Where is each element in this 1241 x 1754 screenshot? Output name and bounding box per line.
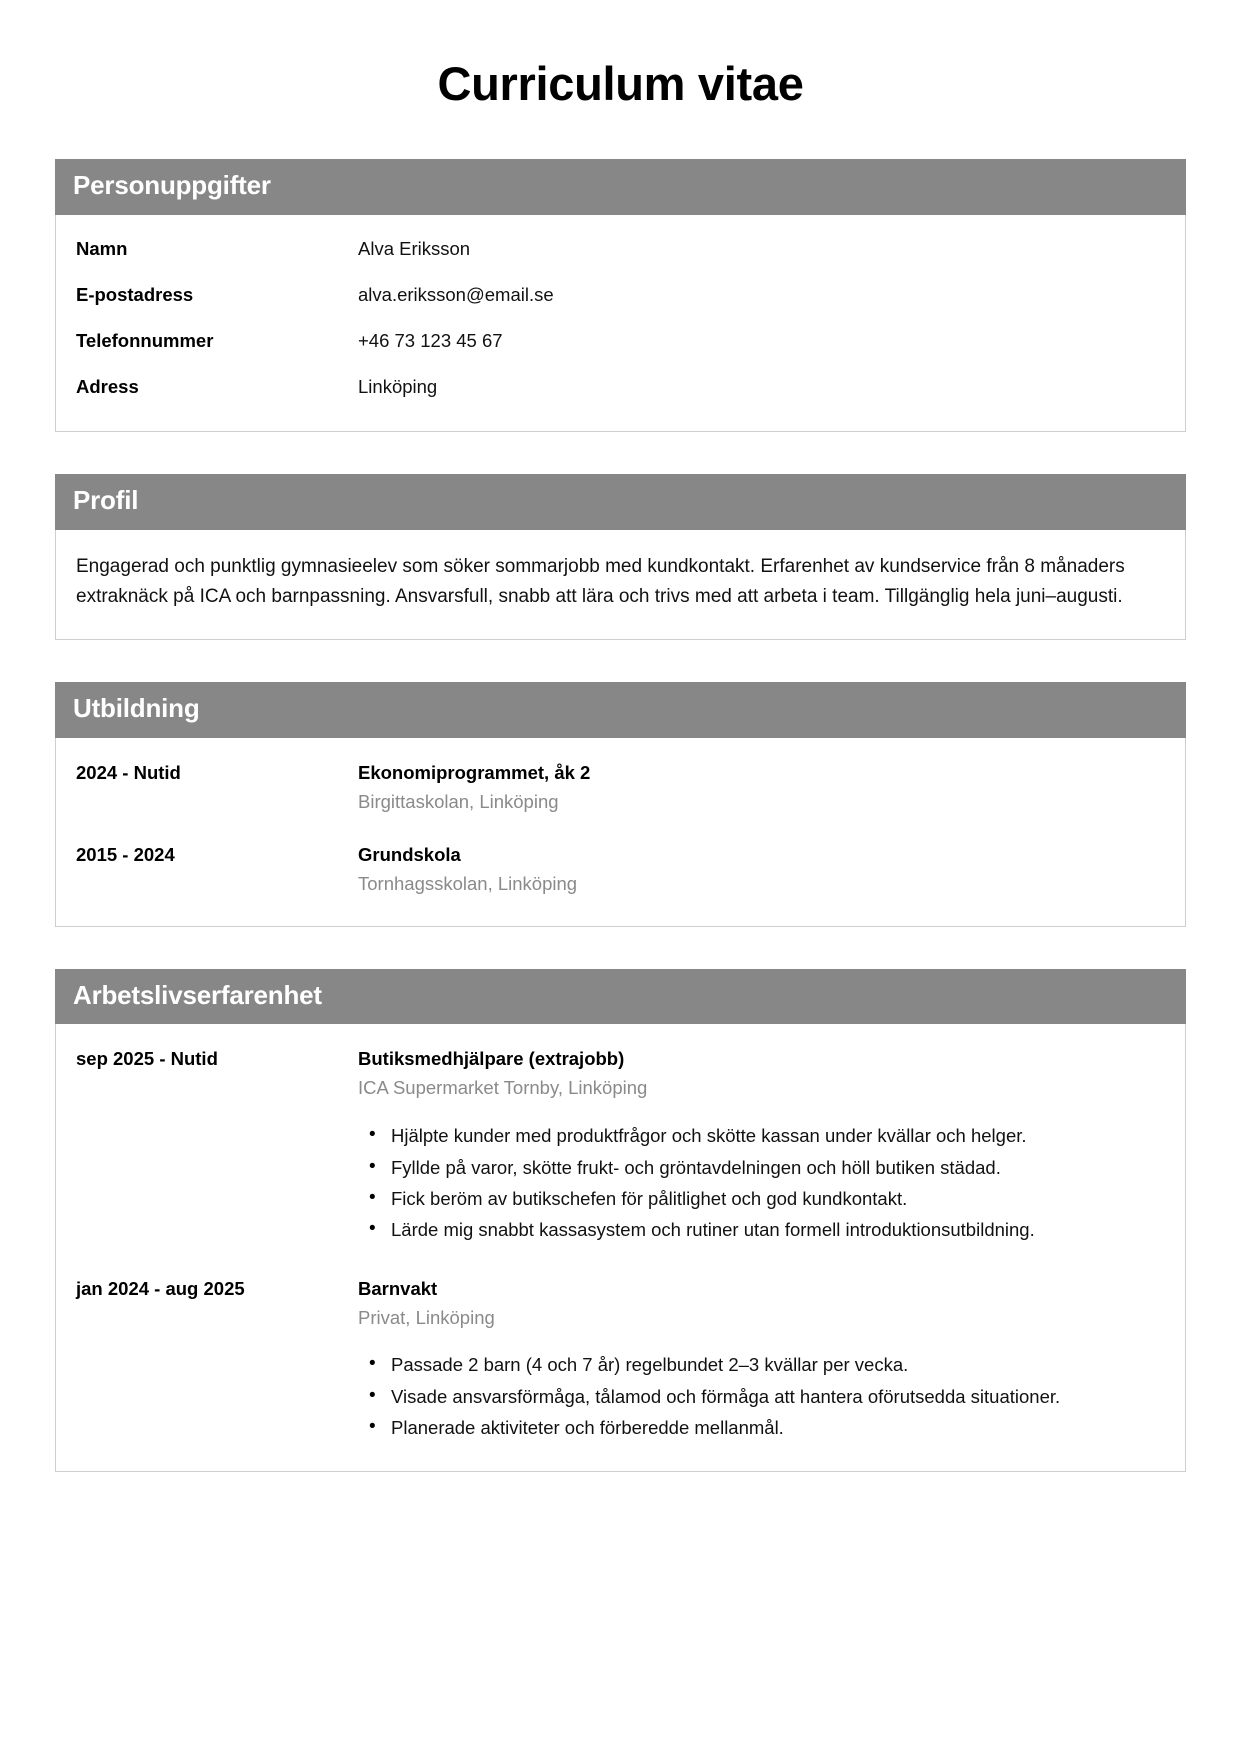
experience-entry	[76, 1276, 1165, 1442]
education-entry	[76, 842, 1165, 898]
education-entry-institution: Birgittaskolan, Linköping	[358, 791, 559, 813]
list-item: • Hjälpte kunder med produktfrågor och skötte kassan under kvällar och helger.	[391, 1122, 1165, 1149]
experience-entry-title: Barnvakt	[358, 1277, 438, 1299]
experience-entry-bullets	[358, 1122, 1165, 1244]
education-entry-date: 2015 - 2024	[76, 843, 175, 865]
education-entry-date: 2024 - Nutid	[76, 762, 181, 784]
experience-entry-date: jan 2024 - aug 2025	[76, 1277, 245, 1299]
detail-row-address	[76, 375, 1165, 399]
section-header-education: Utbildning	[55, 682, 1186, 738]
list-item: • Fyllde på varor, skötte frukt- och gröntavdelningen och höll butiken städad.	[391, 1154, 1165, 1181]
detail-value: Alva Eriksson	[358, 237, 471, 259]
section-body-personal-details	[55, 215, 1186, 432]
education-entry	[76, 760, 1165, 816]
experience-entry-employer: ICA Supermarket Tornby, Linköping	[358, 1077, 648, 1099]
profile-paragraph: Engagerad och punktlig gymnasieelev som söker sommarjobb med kundkontakt. Erfarenhet av kundservice från 8 månaders extraknäck på ICA och barnpassning. Ansvarsfull, snabb att lära och trivs med att arbeta i team. Tillgänglig hela juni–augusti.	[76, 555, 1125, 608]
education-entry-institution: Tornhagsskolan, Linköping	[358, 872, 578, 894]
experience-entry	[76, 1046, 1165, 1243]
education-entry-title: Grundskola	[358, 843, 461, 865]
detail-row-phone	[76, 329, 1165, 353]
education-entry-title: Ekonomiprogrammet, åk 2	[358, 762, 591, 784]
section-profile	[55, 474, 1186, 640]
section-body-work-experience	[55, 1024, 1186, 1472]
experience-entry-main	[358, 1046, 1165, 1243]
experience-entry-employer: Privat, Linköping	[358, 1306, 495, 1328]
experience-entry-main	[358, 1276, 1165, 1442]
section-education	[55, 682, 1186, 926]
section-header-personal-details: Personuppgifter	[55, 159, 1186, 215]
list-item: • Planerade aktiviteter och förberedde mellanmål.	[391, 1414, 1165, 1441]
section-body-profile	[55, 530, 1186, 641]
detail-value: +46 73 123 45 67	[358, 329, 503, 351]
education-entry-main	[358, 760, 1165, 816]
detail-label: Telefonnummer	[76, 329, 214, 351]
list-item: • Passade 2 barn (4 och 7 år) regelbundet 2–3 kvällar per vecka.	[391, 1351, 1165, 1378]
page-title: Curriculum vitae	[437, 57, 804, 110]
section-body-education	[55, 738, 1186, 926]
section-work-experience	[55, 969, 1186, 1473]
section-personal-details	[55, 159, 1186, 432]
detail-row-name	[76, 237, 1165, 261]
detail-value: Linköping	[358, 375, 438, 397]
experience-entry-title: Butiksmedhjälpare (extrajobb)	[358, 1048, 625, 1070]
detail-row-email	[76, 283, 1165, 307]
detail-label: Adress	[76, 375, 139, 397]
experience-entry-bullets	[358, 1351, 1165, 1441]
section-header-work-experience: Arbetslivserfarenhet	[55, 969, 1186, 1025]
list-item: • Fick beröm av butikschefen för pålitlighet och god kundkontakt.	[391, 1185, 1165, 1212]
detail-value: alva.eriksson@email.se	[358, 283, 554, 305]
list-item: • Lärde mig snabbt kassasystem och rutiner utan formell introduktionsutbildning.	[391, 1216, 1165, 1243]
detail-label: Namn	[76, 237, 128, 259]
experience-entry-date: sep 2025 - Nutid	[76, 1048, 218, 1070]
section-header-profile: Profil	[55, 474, 1186, 530]
detail-label: E-postadress	[76, 283, 194, 305]
list-item: • Visade ansvarsförmåga, tålamod och förmåga att hantera oförutsedda situationer.	[391, 1383, 1165, 1410]
education-entry-main	[358, 842, 1165, 898]
